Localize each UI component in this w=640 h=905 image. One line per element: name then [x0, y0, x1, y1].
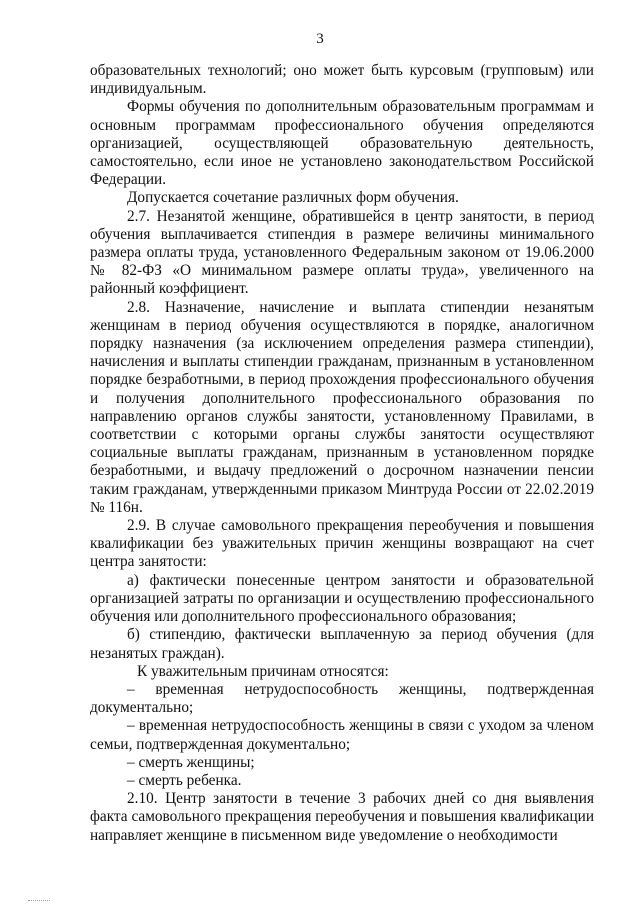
- paragraph-valid-reasons-intro: К уважительным причинам относятся:: [137, 662, 389, 680]
- list-item-reason-1: – временная нетрудоспособность женщины, подтвержденная документально;: [90, 680, 594, 717]
- page-number: 3: [316, 31, 324, 47]
- paragraph-2-9-b: б) стипендию, фактически выплаченную за период обучения (для незанятых граждан).: [90, 626, 594, 662]
- list-item-reason-3: – смерть женщины;: [127, 753, 255, 771]
- paragraph-continuation: образовательных технологий; оно может быть курсовым (групповым) или индивидуальным.: [90, 62, 594, 98]
- document-body: [90, 62, 594, 845]
- paragraph-forms-combination: Допускается сочетание различных форм обучения.: [127, 189, 459, 207]
- paragraph-2-9-a: а) фактически понесенные центром занятости и образовательной организацией затраты по организации и осуществлению профессионального обучения или дополнительного профессионального образования;: [90, 571, 594, 626]
- paragraph-2-9: 2.9. В случае самовольного прекращения переобучения и повышения квалификации без уважительных причин женщины возвращают на счет центра занятости:: [90, 517, 594, 571]
- paragraph-2-8: 2.8. Назначение, начисление и выплата стипендии незанятым женщинам в период обучения осуществляются в порядке, аналогичном порядку назначения (за исключением определения размера стипендии), начисления и выплаты стипендии гражданам, признанным в установленном порядке безработными, в период прохождения профессионального обучения и получения дополнительного профессионального образования по направлению органов службы занятости, установленному Правилами, в соответствии с которыми органы службы занятости осуществляют социальные выплаты гражданам, признанным в установленном порядке безработными, и выдачу предложений о досрочном назначении пенсии таким гражданам, утвержденными приказом Минтруда России от 22.02.2019 № 116н.: [90, 298, 594, 516]
- paragraph-2-10: 2.10. Центр занятости в течение 3 рабочих дней со дня выявления факта самовольного прекращения переобучения и повышения квалификации направляет женщине в письменном виде уведомление о необходимости: [90, 790, 594, 844]
- list-item-reason-4: – смерть ребенка.: [127, 771, 242, 789]
- paragraph-forms-of-study: Формы обучения по дополнительным образовательным программам и основным программам профессионального обучения определяются организацией, осуществляющей образовательную деятельность, самостоятельно, если иное не установлено законодательством Российской Федерации.: [90, 98, 594, 189]
- list-item-reason-2: – временная нетрудоспособность женщины в связи с уходом за членом семьи, подтвержденная документально;: [90, 717, 594, 753]
- scan-artifact-line: [28, 900, 50, 901]
- paragraph-2-7: 2.7. Незанятой женщине, обратившейся в центр занятости, в период обучения выплачивается стипендия в размере величины минимального размера оплаты труда, установленного Федеральным законом от 19.06.2000 № 82-ФЗ «О минимальном размере оплаты труда», увеличенного на районный коэффициент.: [90, 207, 594, 298]
